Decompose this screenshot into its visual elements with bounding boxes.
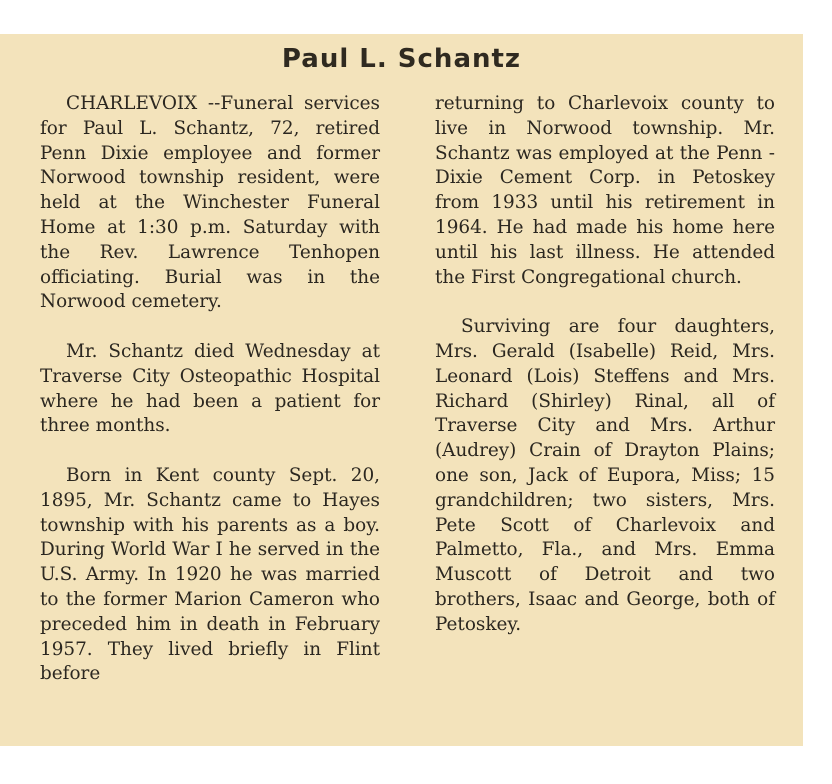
paragraph-death: Mr. Schantz died Wednesday at Traverse City Osteopathic Hospital where he had been a patient for three months. (40, 340, 380, 437)
paragraph-funeral-services: CHARLEVOIX --Funeral services for Paul L. Schantz, 72, retired Penn Dixie employee and former Norwood township resident, were held at the Winchester Funeral Home at 1:30 p.m. Saturday with the Rev. Lawrence Tenhopen officiating. Burial was in the Norwood cemetery. (40, 93, 380, 313)
paragraph-survivors: Surviving are four daughters, Mrs. Gerald (Isabelle) Reid, Mrs. Leonard (Lois) Steffens and Mrs. Richard (Shirley) Rinal, all of Traverse City and Mrs. Arthur (Audrey) Crain of Drayton Plains; one son, Jack of Eupora, Miss; 15 grandchildren; two sisters, Mrs. Pete Scott of Charlevoix and Palmetto, Fla., and Mrs. Emma Muscott of Detroit and two brothers, Isaac and George, both of Petoskey. (435, 316, 775, 635)
headline: Paul L. Schantz (281, 44, 522, 74)
paragraph-biography: Born in Kent county Sept. 20, 1895, Mr. Schantz came to Hayes township with his parents as a boy. During World War I he served in the U.S. Army. In 1920 he was married to the former Marion Cameron who preceded him in death in February 1957. They lived briefly in Flint before (40, 464, 380, 685)
newspaper-clipping (0, 34, 803, 746)
right-column (435, 92, 775, 662)
paragraph-biography-continued: returning to Charlevoix county to live in Norwood township. Mr. Schantz was employed at the Penn - Dixie Cement Corp. in Petoskey from 1933 until his retirement in 1964. He had made his home here until his last illness. He attended the First Congregational church. (435, 93, 775, 288)
left-column (40, 92, 380, 712)
